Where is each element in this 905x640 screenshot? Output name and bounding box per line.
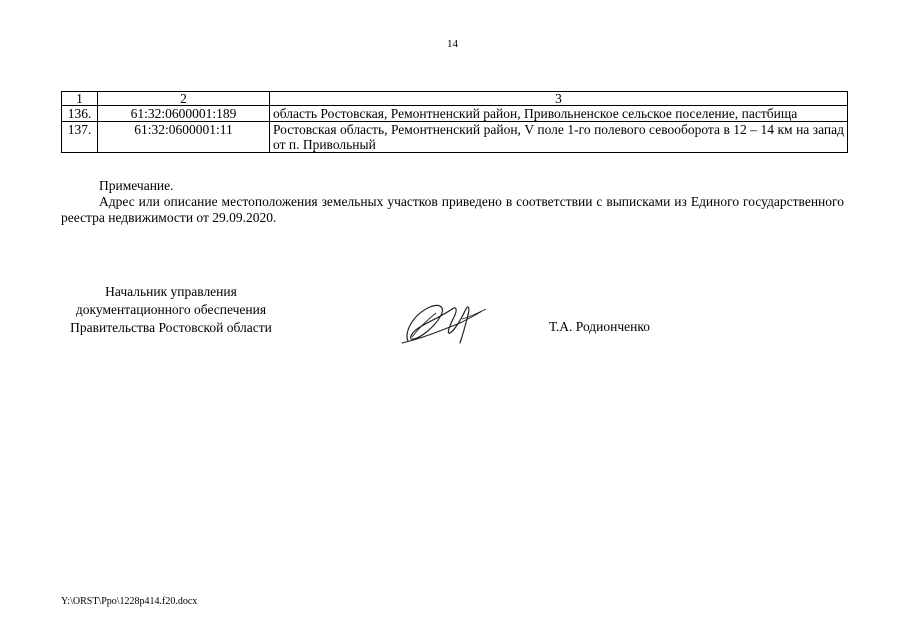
signer-position-line-2: документационного обеспечения — [75, 302, 267, 317]
table-row — [62, 122, 848, 153]
note-text: Адрес или описание местоположения земельных участков приведено в соответствии с выписками из Единого государственного реестра недвижимости от 29.09.2020. — [61, 194, 844, 225]
location-description: область Ростовская, Ремонтненский район, Привольненское сельское поселение, пастбища — [270, 106, 848, 122]
header-col-3: 3 — [270, 92, 848, 106]
signer-name: Т.А. Родионченко — [549, 319, 650, 334]
table-row — [62, 106, 848, 122]
header-col-2: 2 — [98, 92, 270, 106]
signer-position — [61, 283, 281, 337]
row-number: 137. — [62, 122, 98, 153]
cadastral-number: 61:32:0600001:11 — [98, 122, 270, 153]
footer-file-path: Y:\ORST\Ppo\1228p414.f20.docx — [61, 596, 198, 607]
signer-position-line-1: Начальник управления — [105, 284, 237, 299]
handwritten-signature — [400, 293, 490, 353]
signer-position-line-3: Правительства Ростовской области — [70, 320, 272, 335]
row-number: 136. — [62, 106, 98, 122]
location-description: Ростовская область, Ремонтненский район, V поле 1-го полевого севооборота в 12 – 14 км на запад от п. Привольный — [270, 122, 848, 153]
note-title: Примечание. — [99, 178, 174, 193]
land-plots-table — [61, 91, 848, 153]
table-header-row — [62, 92, 848, 106]
cadastral-number: 61:32:0600001:189 — [98, 106, 270, 122]
note-block — [61, 178, 844, 226]
header-col-1: 1 — [62, 92, 98, 106]
page-number: 14 — [447, 38, 458, 50]
